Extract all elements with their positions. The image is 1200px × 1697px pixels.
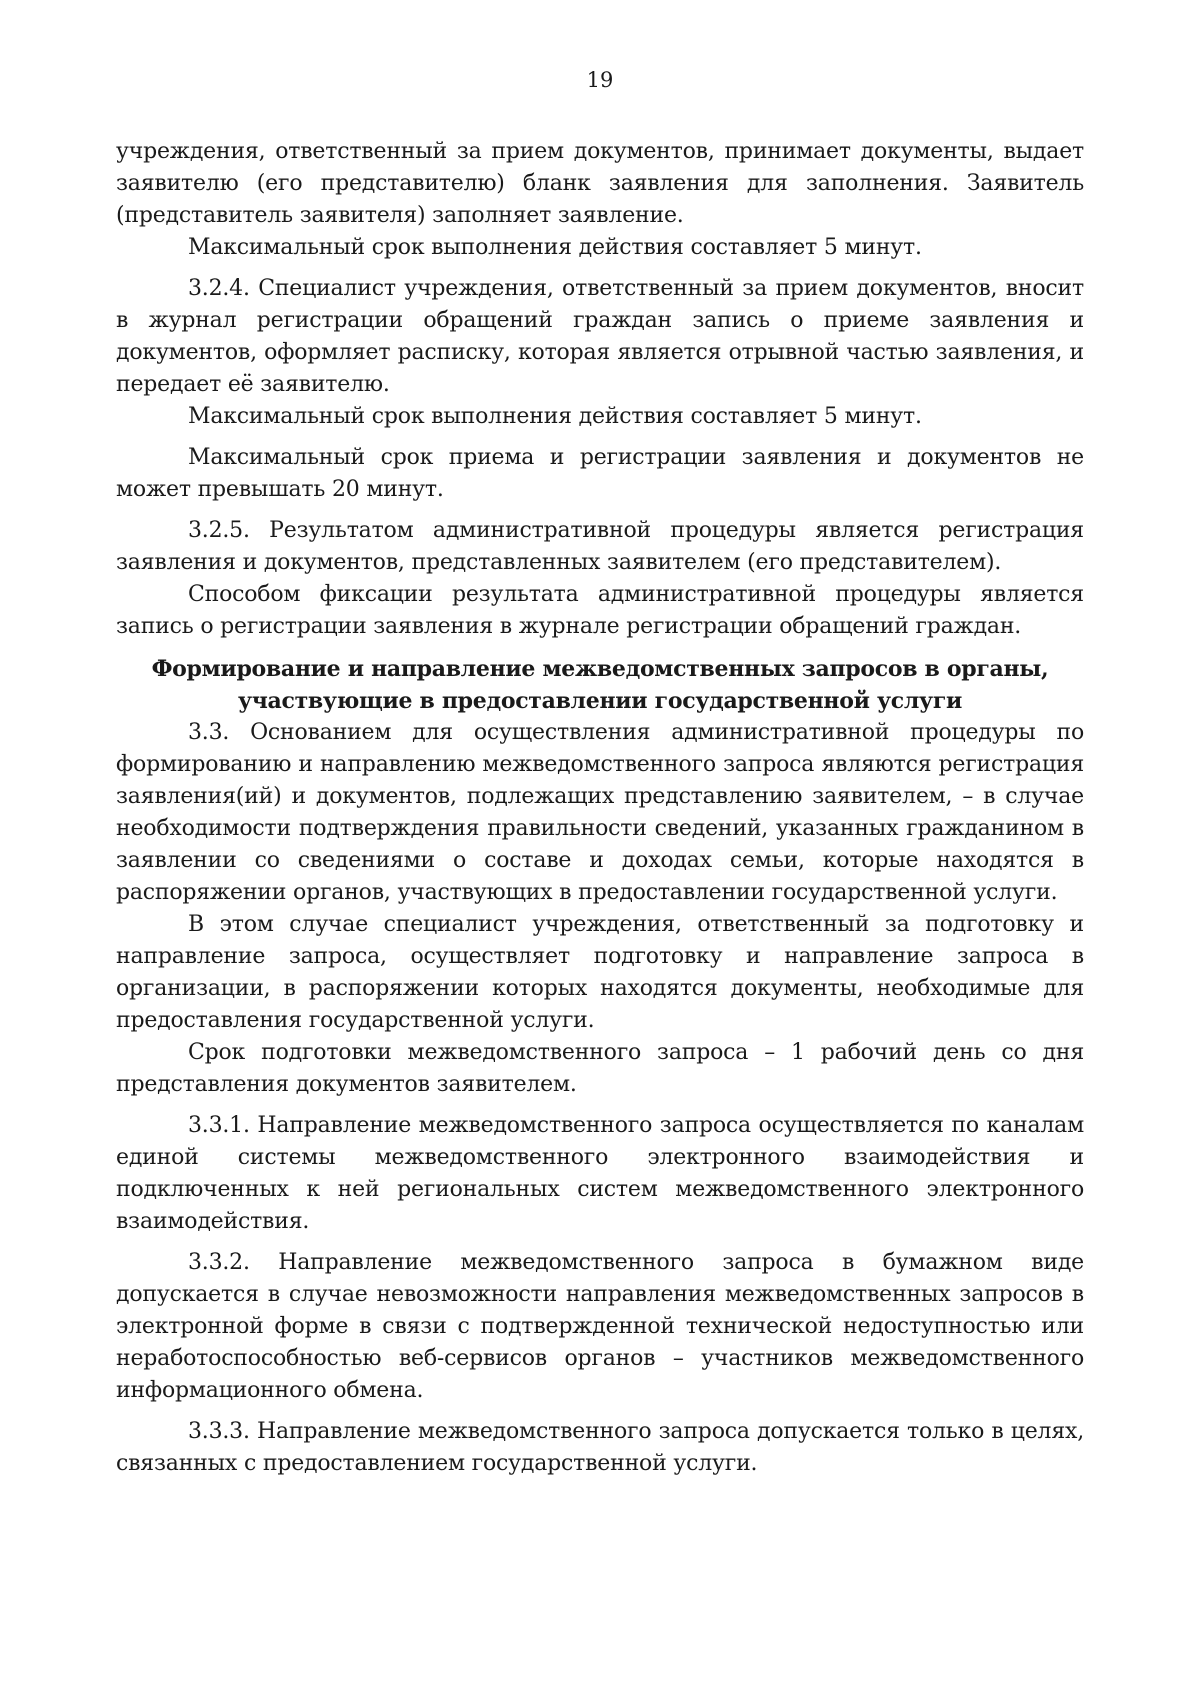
paragraph-3-2-5: 3.2.5. Результатом административной процедуры является регистрация заявления и документов, представленных заявителем (его представителем). <box>116 518 1084 575</box>
paragraph-max-time-1: Максимальный срок выполнения действия составляет 5 минут. <box>188 235 922 260</box>
page-number: 19 <box>586 68 614 92</box>
section-heading-line-1: Формирование и направление межведомственных запросов в органы, <box>151 656 1049 682</box>
paragraph-specialist-request: В этом случае специалист учреждения, ответственный за подготовку и направление запроса, осуществляет подготовку и направление запроса в организации, в распоряжении которых находятся документы, необходимые для предоставления государственной услуги. <box>116 912 1084 1033</box>
paragraph-max-registration-time: Максимальный срок приема и регистрации заявления и документов не может превышать 20 минут. <box>116 445 1084 502</box>
paragraph-max-time-2: Максимальный срок выполнения действия составляет 5 минут. <box>188 404 922 429</box>
paragraph-3-3-1: 3.3.1. Направление межведомственного запроса осуществляется по каналам единой системы межведомственного электронного взаимодействия и подключенных к ней региональных систем межведомственного электронного взаимодействия. <box>116 1113 1084 1234</box>
paragraph-3-3: 3.3. Основанием для осуществления административной процедуры по формированию и направлению межведомственного запроса являются регистрация заявления(ий) и документов, подлежащих представлению заявителем, – в случае необходимости подтверждения правильности сведений, указанных гражданином в заявлении со сведениями о составе и доходах семьи, которые находятся в распоряжении органов, участвующих в предоставлении государственной услуги. <box>116 720 1084 905</box>
section-heading-line-2: участвующие в предоставлении государственной услуги <box>237 688 963 714</box>
paragraph-request-deadline: Срок подготовки межведомственного запроса – 1 рабочий день со дня представления документов заявителем. <box>116 1040 1084 1097</box>
section-heading <box>116 653 1084 717</box>
document-body <box>116 136 1084 1480</box>
paragraph-fixation-method: Способом фиксации результата административной процедуры является запись о регистрации заявления в журнале регистрации обращений граждан. <box>116 582 1084 639</box>
paragraph-continuation: учреждения, ответственный за прием документов, принимает документы, выдает заявителю (его представителю) бланк заявления для заполнения. Заявитель (представитель заявителя) заполняет заявление. <box>116 139 1084 228</box>
paragraph-3-3-2: 3.3.2. Направление межведомственного запроса в бумажном виде допускается в случае невозможности направления межведомственных запросов в электронной форме в связи с подтвержденной технической недоступностью или неработоспособностью веб-сервисов органов – участников межведомственного информационного обмена. <box>116 1250 1084 1403</box>
paragraph-3-3-3: 3.3.3. Направление межведомственного запроса допускается только в целях, связанных с предоставлением государственной услуги. <box>116 1419 1084 1476</box>
paragraph-3-2-4: 3.2.4. Специалист учреждения, ответственный за прием документов, вносит в журнал регистрации обращений граждан запись о приеме заявления и документов, оформляет расписку, которая является отрывной частью заявления, и передает её заявителю. <box>116 276 1084 397</box>
